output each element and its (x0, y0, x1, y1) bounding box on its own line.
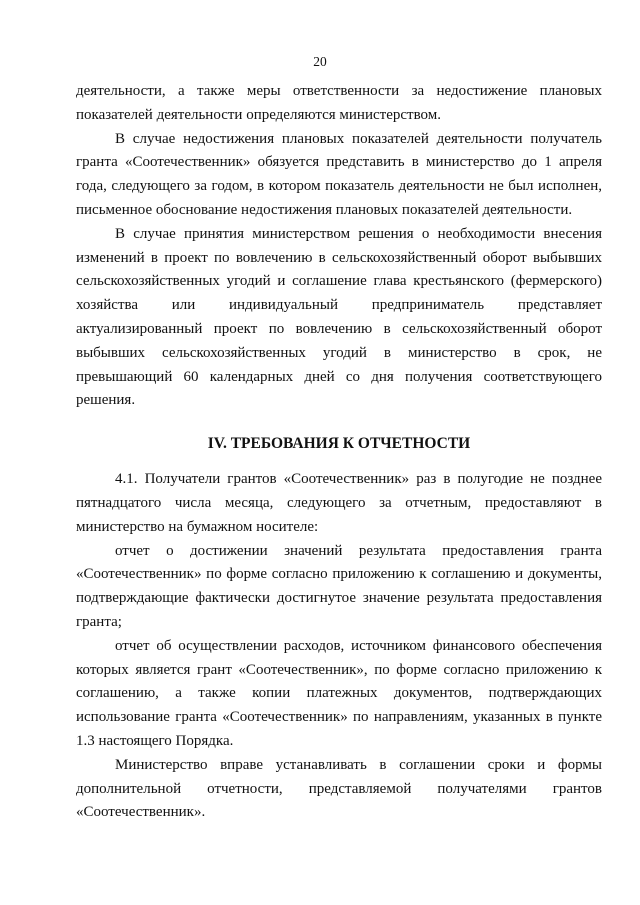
text-line: письменное обоснование недостижения плановых показателей деятельности. (76, 201, 573, 218)
text-line: деятельности, а также меры ответственности за недостижение плановых (76, 83, 602, 99)
text-line: года, следующего за годом, в котором показатель деятельности не был исполнен, (76, 178, 602, 195)
text-line: показателей деятельности определяются министерством. (76, 106, 442, 123)
text-line: которых является грант «Соотечественник», по форме согласно приложению к (76, 661, 602, 678)
text-line: пятнадцатого числа месяца, следующего за отчетным, предоставляют в (76, 494, 602, 511)
text-line: Министерство вправе устанавливать в соглашении сроки и формы (115, 756, 602, 773)
text-line: превышающий 60 календарных дней со дня получения соответствующего (76, 368, 602, 385)
text-line: сельскохозяйственных угодий и соглашение глава крестьянского (фермерского) (76, 273, 602, 290)
text-line: изменений в проект по вовлечению в сельскохозяйственный оборот выбывших (76, 249, 602, 266)
text-line: 4.1. Получатели грантов «Соотечественник» раз в полугодие не позднее (115, 471, 602, 488)
paragraph (76, 223, 602, 413)
paragraph (76, 468, 602, 539)
text-line: подтверждающие фактически достигнутое значение результата предоставления (76, 590, 602, 607)
text-line: отчет о достижении значений результата предоставления гранта (115, 542, 602, 559)
text-line: соглашению, а также копии платежных документов, подтверждающих (76, 685, 602, 702)
pre-section-text (76, 80, 602, 413)
text-line: В случае недостижения плановых показателей деятельности получатель (115, 130, 602, 147)
paragraph (76, 540, 602, 635)
text-line: В случае принятия министерством решения о необходимости внесения (115, 225, 602, 242)
text-line: 1.3 настоящего Порядка. (76, 732, 234, 749)
paragraph (76, 754, 602, 825)
text-line: отчет об осуществлении расходов, источником финансового обеспечения (115, 637, 602, 654)
paragraph (76, 635, 602, 754)
text-line: министерство на бумажном носителе: (76, 518, 319, 535)
section-text (76, 468, 602, 825)
text-line: гранта «Соотечественник» обязуется представить в министерство до 1 апреля (76, 154, 602, 171)
paragraph (76, 80, 602, 128)
text-line: актуализированный проект по вовлечению в сельскохозяйственный оборот (76, 320, 602, 337)
text-line: «Соотечественник». (76, 804, 206, 821)
text-line: выбывших сельскохозяйственных угодий в министерство в срок, не (76, 344, 602, 361)
text-line: хозяйства или индивидуальный предприниматель представляет (76, 297, 602, 314)
text-line: «Соотечественник» по форме согласно приложению к соглашению и документы, (76, 566, 602, 583)
paragraph (76, 128, 602, 223)
text-line: гранта; (76, 613, 122, 630)
text-line: дополнительной отчетности, представляемой получателями грантов (76, 780, 602, 797)
section-heading: IV. ТРЕБОВАНИЯ К ОТЧЕТНОСТИ (207, 435, 471, 453)
text-line: использование гранта «Соотечественник» по направлениям, указанных в пункте (76, 709, 602, 726)
page-number: 20 (313, 54, 327, 69)
document-body (76, 80, 602, 825)
text-line: решения. (76, 392, 136, 409)
